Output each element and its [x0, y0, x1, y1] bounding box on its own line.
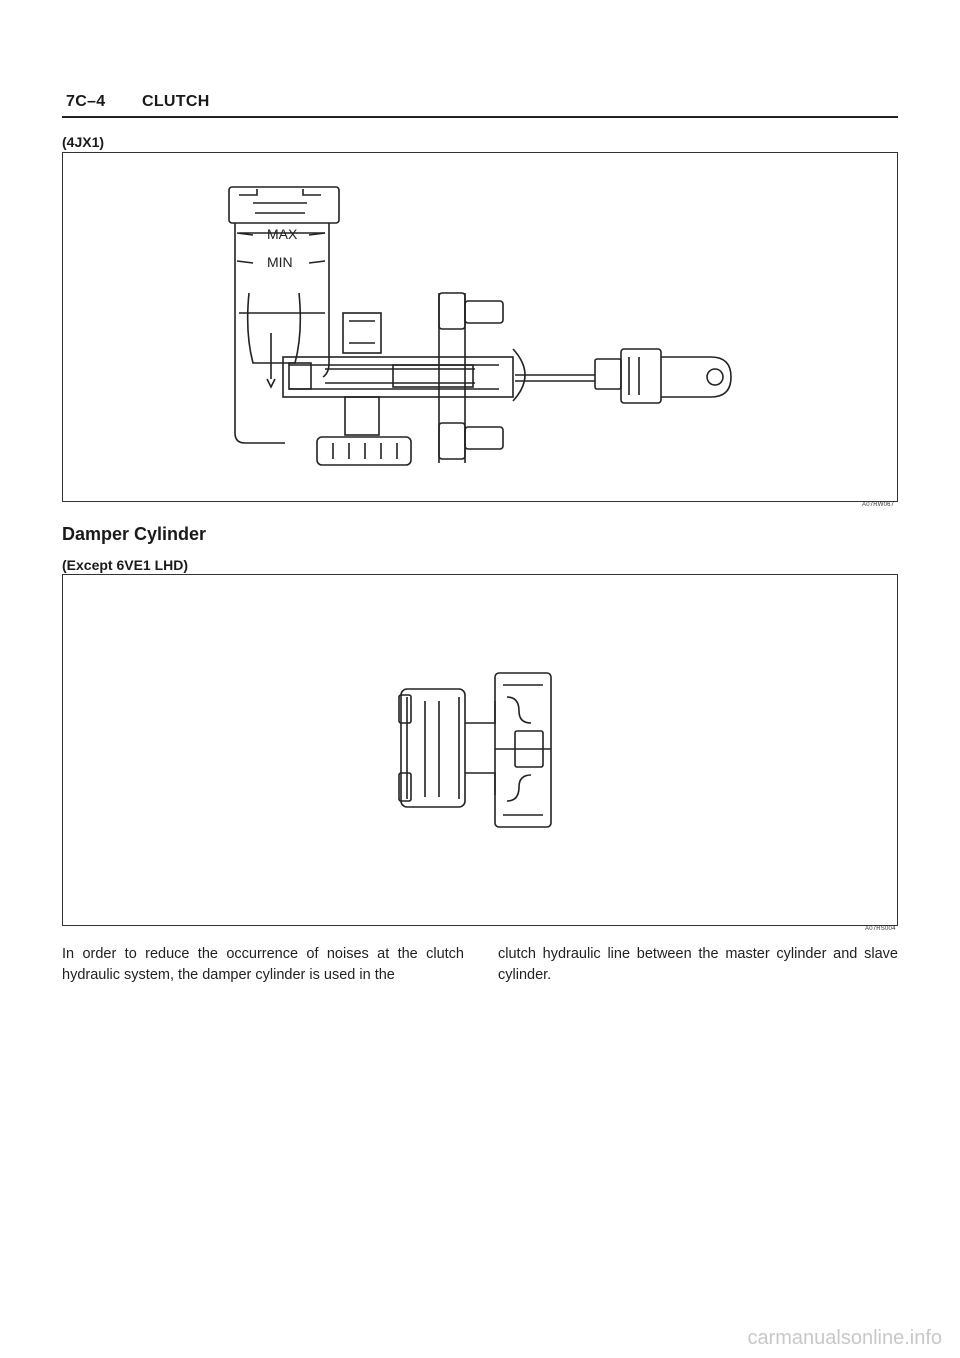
min-label: MIN [267, 254, 293, 270]
master-cylinder-diagram [63, 153, 897, 501]
figure1-box [62, 152, 898, 502]
figure2-code: A07RS004 [865, 926, 896, 932]
watermark: carmanualsonline.info [747, 1327, 942, 1349]
figure2-box [62, 574, 898, 926]
damper-cylinder-diagram [63, 575, 897, 925]
figure2-caption: (Except 6VE1 LHD) [62, 557, 189, 573]
body-text-col1: In order to reduce the occurrence of noises at the clutch hydraulic system, the damper cylinder is used in the [62, 946, 464, 983]
max-label: MAX [267, 226, 298, 242]
section-heading: Damper Cylinder [62, 524, 207, 544]
figure1-code: A07RW067 [862, 502, 895, 508]
body-text-col2: clutch hydraulic line between the master cylinder and slave cylinder. [498, 946, 898, 983]
figure1-caption: (4JX1) [62, 134, 105, 150]
section-title: CLUTCH [142, 93, 210, 110]
page-number: 7C–4 [66, 93, 106, 110]
page-header [62, 90, 898, 118]
